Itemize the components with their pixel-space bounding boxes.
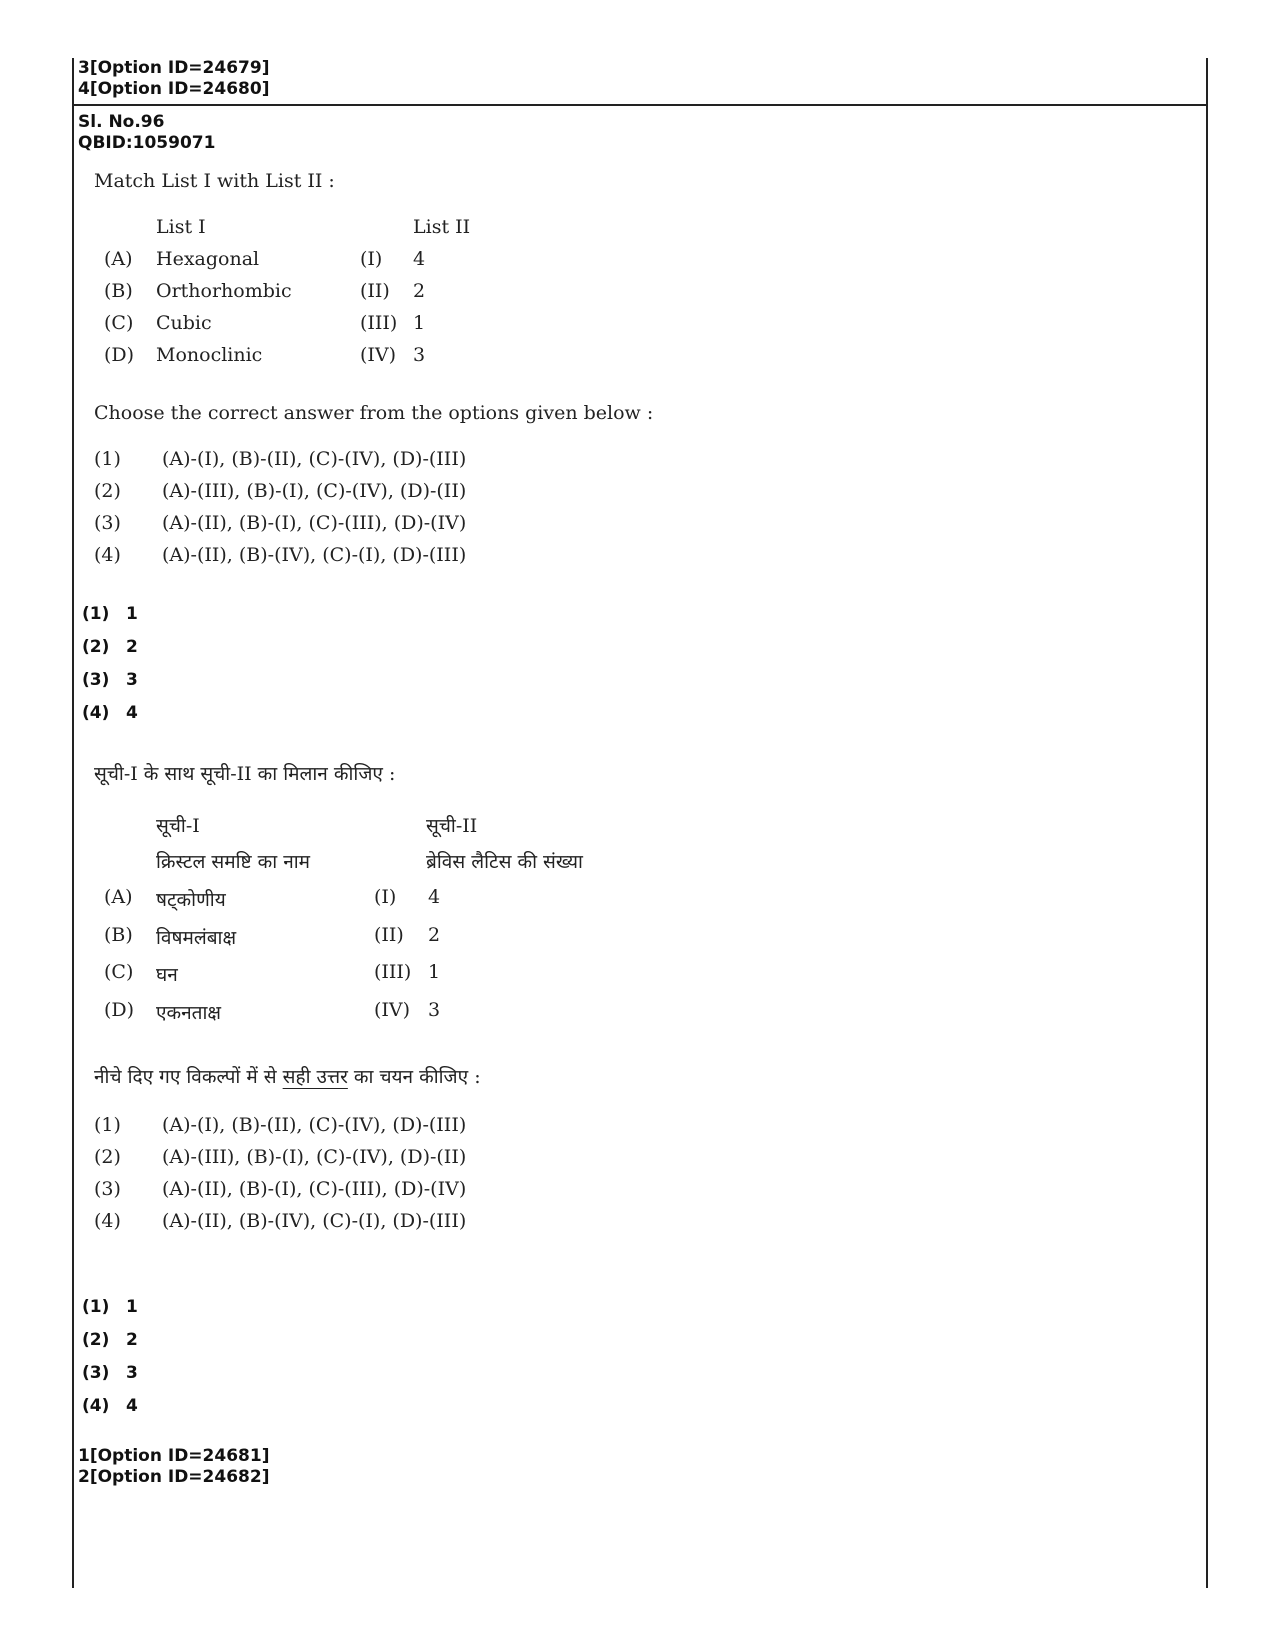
answer-option[interactable]: (3) 3: [82, 670, 138, 690]
list1-header: List I: [156, 216, 206, 238]
list2-header: List II: [413, 216, 471, 238]
top-option-ids: [78, 58, 269, 100]
qbid: QBID:1059071: [78, 133, 216, 153]
left-border: [72, 58, 74, 1588]
option-id-line: 4[Option ID=24680]: [78, 79, 270, 99]
hindi-choose-instruction: नीचे दिए गए विकल्पों में से सही उत्तर का चयन कीजिए :: [94, 1066, 481, 1088]
row-divider: [72, 104, 1208, 106]
answer-option[interactable]: (1) 1: [82, 1297, 138, 1317]
bottom-option-ids: [78, 1446, 269, 1488]
option-id-line: 2[Option ID=24682]: [78, 1467, 270, 1487]
answer-option[interactable]: (3) 3: [82, 1363, 138, 1383]
hindi-list1-subheader: क्रिस्टल समष्टि का नाम: [156, 851, 311, 873]
answer-option[interactable]: (2) 2: [82, 637, 138, 657]
answer-option[interactable]: (1) 1: [82, 604, 138, 624]
right-border: [1206, 58, 1208, 1588]
question-frame: 3[Option ID=24679] 4[Option ID=24680] Sl. No.96 QBID:1059071 Match List I with List II : List I List II (A) Hexagonal (I) 4 (B) Orthorhombic (II) 2 (C) Cubic (III) 1 (D) Monoclinic (IV) 3 Choose the correct answer from the options given below : (1) (A)-(I), (B)-(II), (C)-(IV), (D)-(III) (2) (A)-(III), (B)-(I), (C)-(IV), (D)-(II) (3) (A)-(II), (B)-(I), (C)-(III), (D)-(IV) (4) (A)-(II), (B)-(IV), (C)-(I), (D)-(III) (1) 1 (2) 2 (3) 3 (4) 4 सूची-I के साथ सूची-II का मिलान कीजिए : सूची-I सूची-II क्रिस्टल समष्टि का नाम ब्रेविस लैटिस की संख्या (A) षट्कोणीय (I) 4 (B) विषमलंबाक्ष (II) 2 (C) घन (III) 1 (D) एकनताक्ष (IV) 3 नीचे दिए गए विकल्पों में से सही उत्तर का चयन कीजिए : (1) (A)-(I), (B)-(II), (C)-(IV), (D)-(III) (2) (A)-(III), (B)-(I), (C)-(IV), (D)-(II) (3) (A)-(II), (B)-(I), (C)-(III), (D)-(IV) (4) (A)-(II), (B)-(IV), (C)-(I), (D)-(III) (1) 1 (2) 2 (3) 3 (4) 4 1[Option ID=24681] 2[Option ID=24682]: [72, 58, 1208, 1588]
hindi-list1-header: सूची-I: [156, 815, 200, 837]
english-prompt: Match List I with List II :: [94, 170, 335, 192]
hindi-prompt: सूची-I के साथ सूची-II का मिलान कीजिए :: [94, 763, 396, 785]
option-id-line: 1[Option ID=24681]: [78, 1446, 270, 1466]
answer-option[interactable]: (4) 4: [82, 703, 138, 723]
answer-option[interactable]: (4) 4: [82, 1396, 138, 1416]
english-choose-instruction: Choose the correct answer from the options given below :: [94, 402, 654, 424]
hindi-list2-subheader: ब्रेविस लैटिस की संख्या: [426, 851, 583, 873]
serial-number: Sl. No.96: [78, 112, 165, 132]
question-header: [78, 112, 215, 154]
hindi-list2-header: सूची-II: [426, 815, 478, 837]
answer-option[interactable]: (2) 2: [82, 1330, 138, 1350]
option-id-line: 3[Option ID=24679]: [78, 58, 270, 78]
